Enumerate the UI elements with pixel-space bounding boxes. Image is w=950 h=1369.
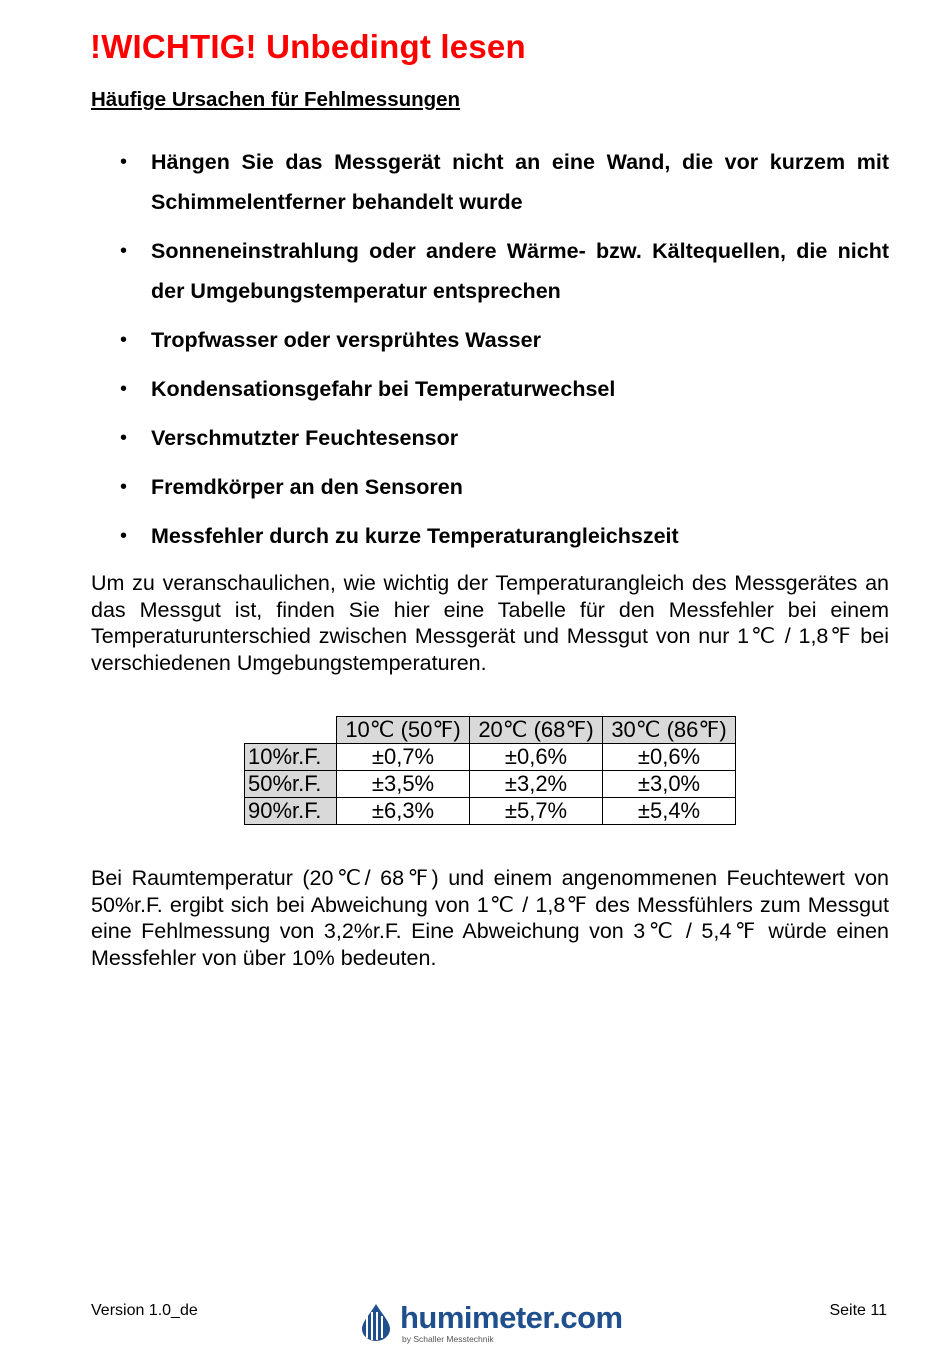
list-item-text: Tropfwasser oder versprühtes Wasser (151, 328, 541, 352)
bullet-icon: • (120, 329, 128, 351)
row-header: 90%r.F. (245, 798, 337, 825)
list-item (91, 516, 889, 556)
list-item (91, 369, 889, 409)
bullet-icon: • (120, 427, 128, 449)
list-item-text: Messfehler durch zu kurze Temperaturangleichszeit (151, 524, 679, 548)
version-label: Version 1.0_de (91, 1302, 198, 1319)
table-corner-cell (245, 717, 337, 744)
humimeter-drop-icon (356, 1302, 396, 1342)
conclusion-paragraph: Bei Raumtemperatur (20℃/ 68℉) und einem angenommenen Feuchtewert von 50%r.F. ergibt sich bei Abweichung von 1℃ / 1,8℉ des Messfühlers zum Messgut eine Fehlmessung von 3,2%r.F. Eine Abweichung von 3℃ / 5,4℉ würde einen Messfehler von über 10% bedeuten. (91, 866, 889, 971)
table-cell: ±0,7% (337, 744, 470, 771)
page-number: Seite 11 (829, 1302, 887, 1319)
logo-wordmark: humimeter.com (400, 1300, 623, 1335)
table-cell: ±6,3% (337, 798, 470, 825)
list-item-text: Verschmutzter Feuchtesensor (151, 426, 459, 450)
list-item (91, 418, 889, 458)
bullet-icon: • (120, 151, 128, 173)
row-header: 10%r.F. (245, 744, 337, 771)
table-cell: ±3,5% (337, 771, 470, 798)
error-table (244, 716, 736, 825)
list-item-text: Hängen Sie das Messgerät nicht an eine Wand, die vor kurzem mit Schimmelentferner behandelt wurde (151, 150, 889, 214)
table-header-row (245, 717, 736, 744)
table-row (245, 744, 736, 771)
table-row (245, 771, 736, 798)
column-header: 10℃ (50℉) (337, 717, 470, 744)
page-title: !WICHTIG! Unbedingt lesen (90, 28, 526, 65)
list-item (91, 142, 889, 222)
column-header: 20℃ (68℉) (470, 717, 603, 744)
row-header: 50%r.F. (245, 771, 337, 798)
table-row (245, 798, 736, 825)
table-cell: ±0,6% (470, 744, 603, 771)
section-heading: Häufige Ursachen für Fehlmessungen (91, 88, 461, 111)
table-cell: ±5,4% (603, 798, 736, 825)
logo-subtext: by Schaller Messtechnik (402, 1334, 494, 1344)
list-item-text: Kondensationsgefahr bei Temperaturwechsel (151, 377, 616, 401)
bullet-icon: • (120, 378, 128, 400)
column-header: 30℃ (86℉) (603, 717, 736, 744)
list-item-text: Fremdkörper an den Sensoren (151, 475, 463, 499)
table-cell: ±5,7% (470, 798, 603, 825)
table-cell: ±3,2% (470, 771, 603, 798)
table-cell: ±3,0% (603, 771, 736, 798)
list-item (91, 231, 889, 311)
table-cell: ±0,6% (603, 744, 736, 771)
causes-list (91, 142, 889, 565)
bullet-icon: • (120, 476, 128, 498)
list-item (91, 320, 889, 360)
intro-paragraph: Um zu veranschaulichen, wie wichtig der Temperaturangleich des Messgerätes an das Messgut ist, finden Sie hier eine Tabelle für den Messfehler bei einem Temperaturunterschied zwischen Messgerät und Messgut von nur 1℃ / 1,8℉ bei verschiedenen Umgebungstemperaturen. (91, 571, 889, 676)
list-item (91, 467, 889, 507)
bullet-icon: • (120, 525, 128, 547)
humimeter-logo (356, 1300, 623, 1350)
bullet-icon: • (120, 240, 128, 262)
list-item-text: Sonneneinstrahlung oder andere Wärme- bzw. Kältequellen, die nicht der Umgebungstemperatur entsprechen (151, 239, 889, 303)
